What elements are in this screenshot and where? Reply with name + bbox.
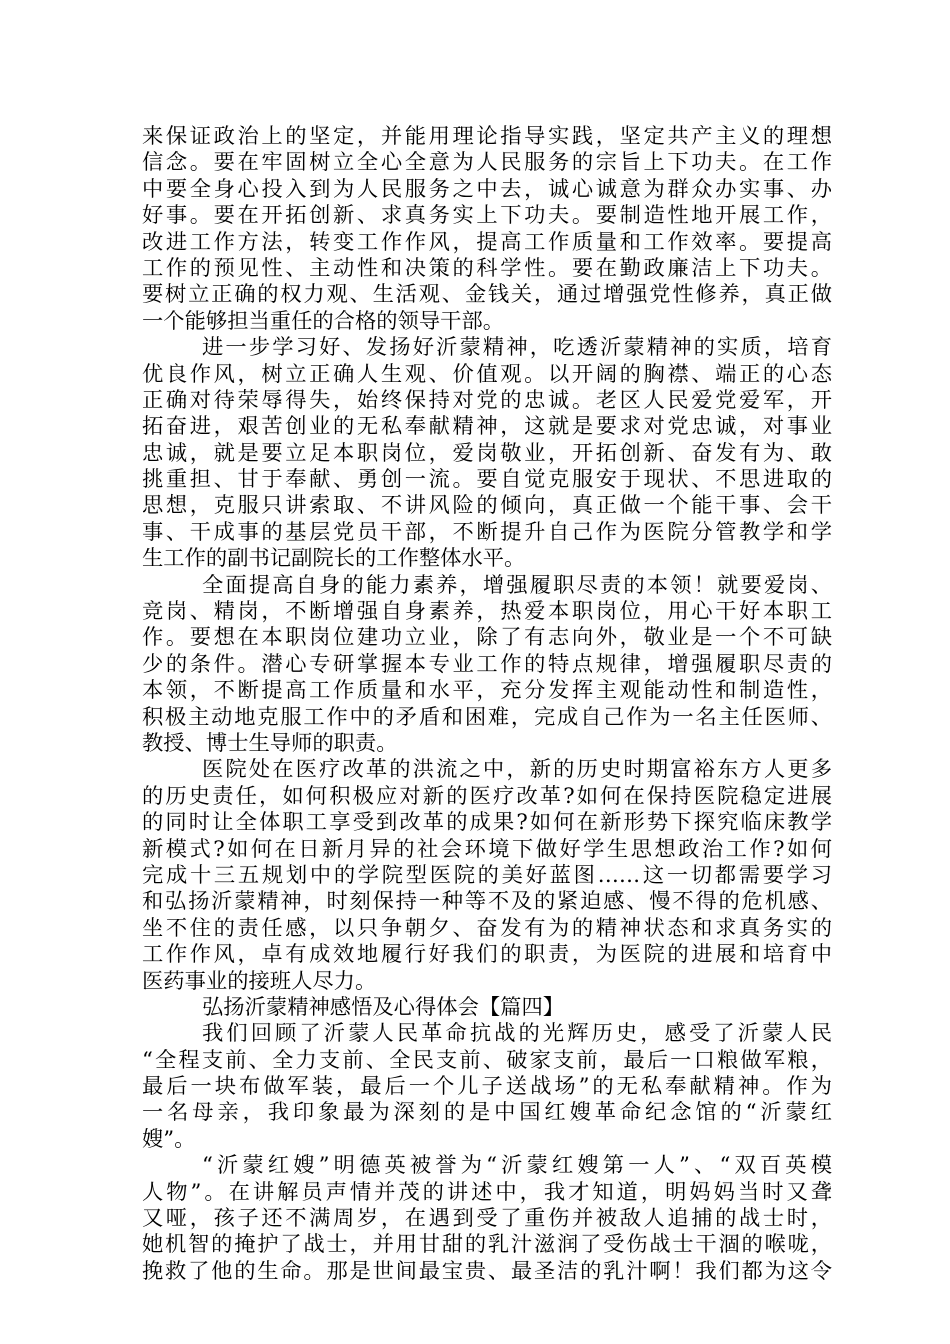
text-line: 的同时让全体职工享受到改革的成果?如何在新形势下探究临床教学	[142, 810, 832, 836]
text-line: 一个能够担当重任的合格的领导干部。	[142, 308, 505, 334]
text-line: 作。要想在本职岗位建功立业，除了有志向外，敬业是一个不可缺	[142, 625, 832, 651]
text-line: 和弘扬沂蒙精神，时刻保持一种等不及的紧迫感、慢不得的危机感、	[142, 889, 832, 915]
section-heading: 弘扬沂蒙精神感悟及心得体会【篇四】	[202, 994, 565, 1020]
text-line: 又哑，孩子还不满周岁，在遇到受了重伤并被敌人追捕的战士时，	[142, 1206, 832, 1232]
text-line: 好事。要在开拓创新、求真务实上下功夫。要制造性地开展工作，	[142, 203, 832, 229]
text-line: 竞岗、精岗，不断增强自身素养，热爱本职岗位，用心干好本职工	[142, 599, 832, 625]
paragraph-1	[142, 124, 832, 335]
text-line: 要树立正确的权力观、生活观、金钱关，通过增强党性修养，真正做	[142, 282, 832, 308]
paragraph-4	[142, 757, 832, 995]
text-line: 最后一块布做军装，最后一个儿子送战场”的无私奉献精神。作为	[142, 1074, 832, 1100]
text-line: 工作的预见性、主动性和决策的科学性。要在勤政廉洁上下功夫。	[142, 255, 832, 281]
paragraph-6	[142, 1153, 832, 1285]
paragraph-2	[142, 335, 832, 573]
text-line: 改进工作方法，转变工作作风，提高工作质量和工作效率。要提高	[142, 229, 832, 255]
text-line: “沂蒙红嫂”明德英被誉为“沂蒙红嫂第一人”、“双百英模	[202, 1153, 832, 1179]
text-line: 的历史责任，如何积极应对新的医疗改革?如何在保持医院稳定进展	[142, 783, 832, 809]
text-line: 来保证政治上的坚定，并能用理论指导实践，坚定共产主义的理想	[142, 124, 832, 149]
text-line: 忠诚，就是要立足本职岗位，爱岗敬业，开拓创新、奋发有为、敢	[142, 440, 832, 466]
text-line: 信念。要在牢固树立全心全意为人民服务的宗旨上下功夫。在工作	[142, 150, 832, 176]
paragraph-5	[142, 1021, 832, 1153]
document-body-continued	[142, 1021, 832, 1285]
text-line: 正确对待荣辱得失，始终保持对党的忠诚。老区人民爱党爱军，开	[142, 387, 832, 413]
paragraph-3	[142, 573, 832, 758]
text-line: 新模式?如何在日新月异的社会环境下做好学生思想政治工作?如何	[142, 836, 832, 862]
text-line: 拓奋进，艰苦创业的无私奉献精神，这就是要求对党忠诚，对事业	[142, 414, 832, 440]
text-line: 进一步学习好、发扬好沂蒙精神，吃透沂蒙精神的实质，培育	[202, 335, 832, 361]
text-line: 一名母亲，我印象最为深刻的是中国红嫂革命纪念馆的“沂蒙红	[142, 1100, 832, 1126]
document-body	[142, 124, 832, 995]
text-line: 中要全身心投入到为人民服务之中去，诚心诚意为群众办实事、办	[142, 176, 832, 202]
text-line: 本领，不断提高工作质量和水平，充分发挥主观能动性和制造性，	[142, 678, 832, 704]
text-line: 积极主动地克服工作中的矛盾和困难，完成自己作为一名主任医师、	[142, 704, 832, 730]
text-line: 少的条件。潜心专研掌握本专业工作的特点规律，增强履职尽责的	[142, 651, 832, 677]
text-line: 优良作风，树立正确人生观、价值观。以开阔的胸襟、端正的心态	[142, 361, 832, 387]
text-line: 医药事业的接班人尽力。	[142, 968, 377, 994]
text-line: 完成十三五规划中的学院型医院的美好蓝图……这一切都需要学习	[142, 862, 832, 888]
document-page	[142, 124, 832, 1285]
text-line: 工作作风，卓有成效地履行好我们的职责，为医院的进展和培育中	[142, 942, 832, 968]
text-line: 挽救了他的生命。那是世间最宝贵、最圣洁的乳汁啊！我们都为这令	[142, 1258, 832, 1284]
text-line: 思想，克服只讲索取、不讲风险的倾向，真正做一个能干事、会干	[142, 493, 832, 519]
text-line: 生工作的副书记副院长的工作整体水平。	[142, 546, 526, 572]
text-line: 嫂”。	[142, 1126, 196, 1152]
text-line: 教授、博士生导师的职责。	[142, 730, 398, 756]
text-line: 坐不住的责任感，以只争朝夕、奋发有为的精神状态和求真务实的	[142, 915, 832, 941]
text-line: 人物”。在讲解员声情并茂的讲述中，我才知道，明妈妈当时又聋	[142, 1179, 832, 1205]
text-line: 她机智的掩护了战士，并用甘甜的乳汁滋润了受伤战士干涸的喉咙，	[142, 1232, 832, 1258]
text-line: 我们回顾了沂蒙人民革命抗战的光辉历史，感受了沂蒙人民	[202, 1021, 832, 1047]
text-line: 事、干成事的基层党员干部，不断提升自己作为医院分管教学和学	[142, 519, 832, 545]
text-line: “全程支前、全力支前、全民支前、破家支前，最后一口粮做军粮，	[142, 1047, 832, 1073]
text-line: 医院处在医疗改革的洪流之中，新的历史时期富裕东方人更多	[202, 757, 832, 783]
text-line: 挑重担、甘于奉献、勇创一流。要自觉克服安于现状、不思进取的	[142, 467, 832, 493]
text-line: 全面提高自身的能力素养，增强履职尽责的本领！就要爱岗、	[202, 572, 832, 598]
